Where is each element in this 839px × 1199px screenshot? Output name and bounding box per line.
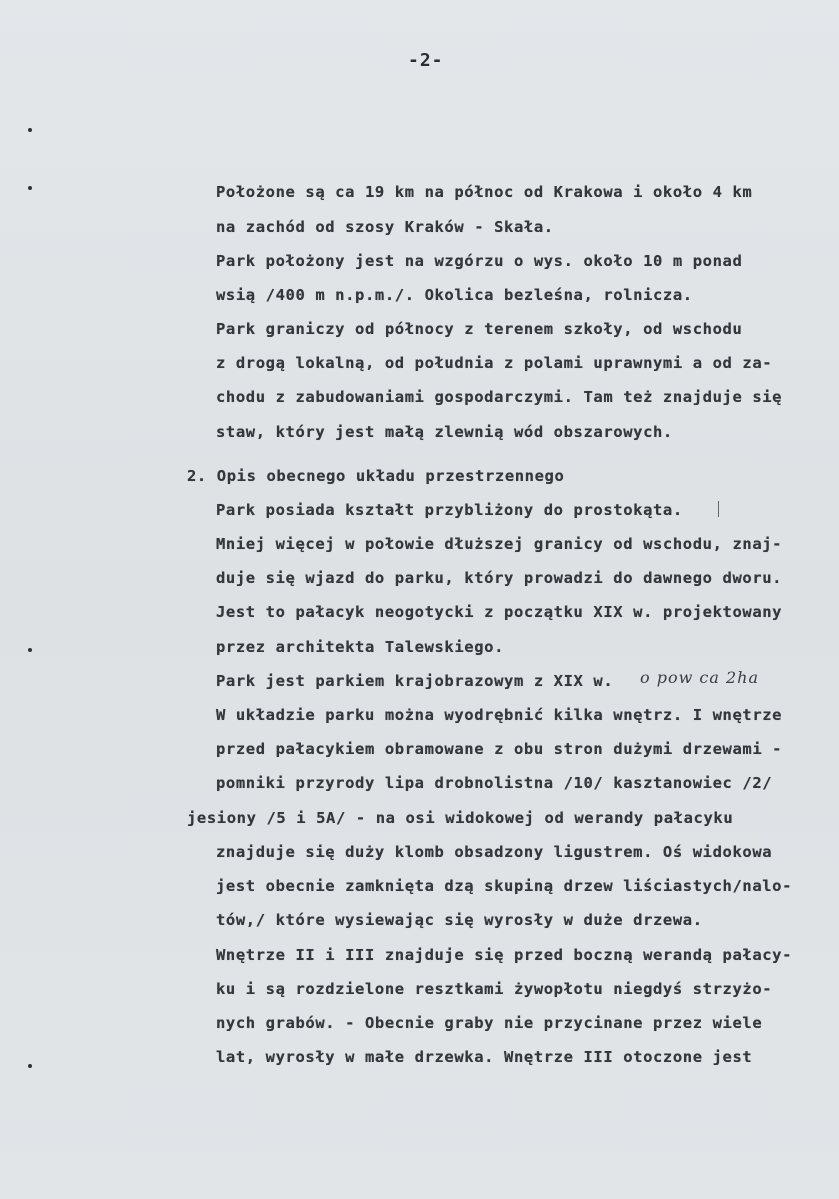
text-line: Położone są ca 19 km na północ od Krakowa i około 4 km <box>216 183 753 201</box>
page-number: -2- <box>408 50 444 71</box>
text-line: Jest to pałacyk neogotycki z początku XIX w. projektowany <box>216 603 783 621</box>
text-line: jest obecnie zamknięta dzą skupiną drzew liściastych/nalo- <box>216 877 793 895</box>
text-line: chodu z zabudowaniami gospodarczymi. Tam też znajduje się <box>216 388 783 406</box>
text-line: z drogą lokalną, od południa z polami uprawnymi a od za- <box>216 354 773 372</box>
section-heading: 2. Opis obecnego układu przestrzennego <box>187 467 565 485</box>
margin-stroke <box>718 501 719 517</box>
text-line: staw, który jest małą zlewnią wód obszarowych. <box>216 423 673 441</box>
text-line: jesiony /5 i 5A/ - na osi widokowej od werandy pałacyku <box>187 809 734 827</box>
text-line: duje się wjazd do parku, który prowadzi do dawnego dworu. <box>216 569 783 587</box>
text-line: Park położony jest na wzgórzu o wys. około 10 m ponad <box>216 252 743 270</box>
text-line: Park jest parkiem krajobrazowym z XIX w. <box>216 672 614 690</box>
text-line: W układzie parku można wyodrębnić kilka wnętrz. I wnętrze <box>216 706 783 724</box>
text-line: Mniej więcej w połowie dłuższej granicy od wschodu, znaj- <box>216 535 783 553</box>
text-line: przez architekta Talewskiego. <box>216 638 505 656</box>
text-line: nych grabów. - Obecnie graby nie przycinane przez wiele <box>216 1014 763 1032</box>
text-line: wsią /400 m n.p.m./. Okolica bezleśna, rolnicza. <box>216 286 693 304</box>
punch-mark <box>28 128 32 132</box>
punch-mark <box>28 1064 32 1068</box>
handwritten-note: o pow ca 2ha <box>640 668 759 687</box>
text-line: Park posiada kształt przybliżony do prostokąta. <box>216 501 683 519</box>
text-line: tów,/ które wysiewając się wyrosły w duże drzewa. <box>216 911 703 929</box>
text-line: pomniki przyrody lipa drobnolistna /10/ kasztanowiec /2/ <box>216 774 773 792</box>
text-line: znajduje się duży klomb obsadzony ligustrem. Oś widokowa <box>216 843 773 861</box>
text-line: Wnętrze II i III znajduje się przed boczną werandą pałacy- <box>216 946 793 964</box>
text-line: na zachód od szosy Kraków - Skała. <box>216 218 554 236</box>
text-line: lat, wyrosły w małe drzewka. Wnętrze III otoczone jest <box>216 1048 753 1066</box>
text-line: Park graniczy od północy z terenem szkoły, od wschodu <box>216 320 743 338</box>
text-line: ku i są rozdzielone resztkami żywopłotu niegdyś strzyżo- <box>216 980 773 998</box>
punch-mark <box>28 648 32 652</box>
text-line: przed pałacykiem obramowane z obu stron dużymi drzewami - <box>216 740 783 758</box>
punch-mark <box>28 186 32 190</box>
